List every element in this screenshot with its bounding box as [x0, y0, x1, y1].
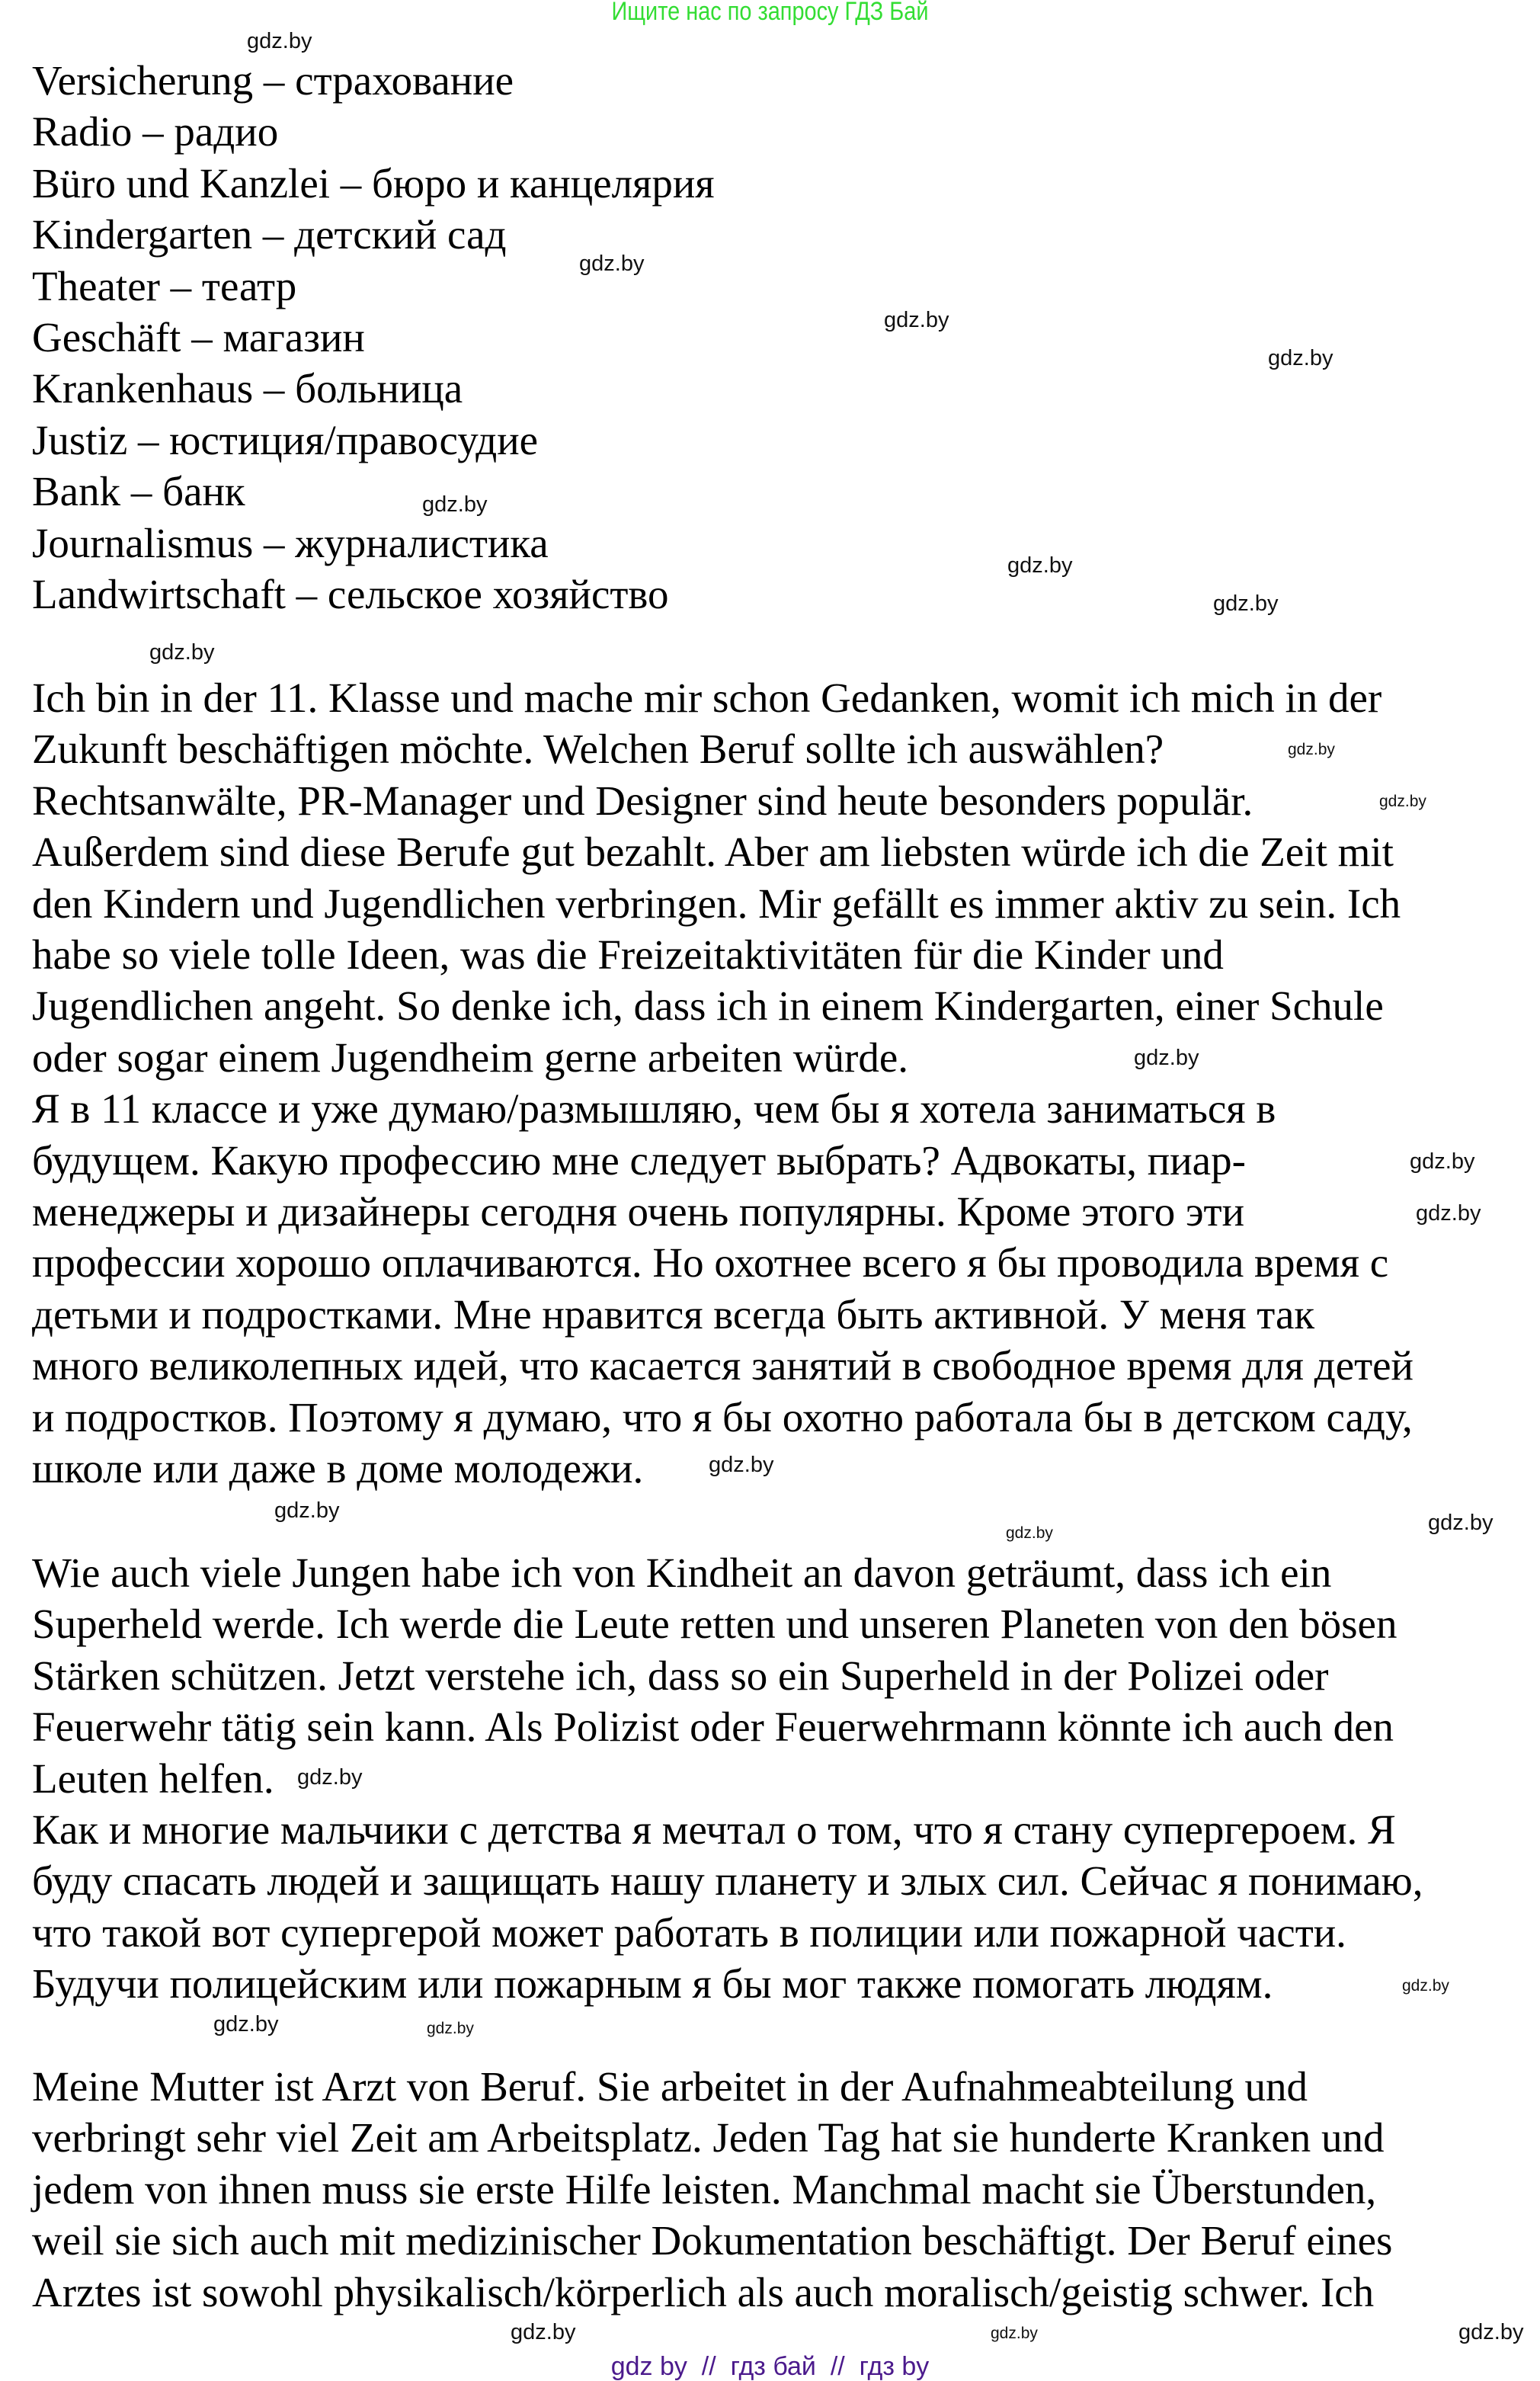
watermark: gdz.by	[991, 2325, 1038, 2342]
paragraph-line: Rechtsanwälte, PR-Manager und Designer sind heute besonders populär.	[32, 777, 1253, 824]
watermark: gdz.by	[1379, 793, 1426, 810]
paragraph-line: Wie auch viele Jungen habe ich von Kindheit an davon geträumt, dass ich ein	[32, 1549, 1332, 1596]
watermark: gdz.by	[422, 492, 488, 517]
watermark: gdz.by	[1428, 1511, 1494, 1535]
paragraph-line: Feuerwehr tätig sein kann. Als Polizist oder Feuerwehrmann könnte ich auch den	[32, 1703, 1394, 1750]
footer-links[interactable]: gdz by // гдз бай // гдз by	[610, 2352, 930, 2381]
paragraph-line: Будучи полицейским или пожарным я бы мог также помогать людям.	[32, 1960, 1273, 2007]
vocabulary-item: Landwirtschaft – сельское хозяйство	[32, 571, 669, 617]
paragraph-line: den Kindern und Jugendlichen verbringen. Mir gefällt es immer aktiv zu sein. Ich	[32, 880, 1401, 927]
paragraph-line: Leuten helfen.	[32, 1755, 274, 1802]
paragraph-line: Как и многие мальчики с детства я мечтал о том, что я стану супергероем. Я	[32, 1806, 1396, 1853]
paragraph-line: детьми и подростками. Мне нравится всегда быть активной. У меня так	[32, 1291, 1315, 1338]
vocabulary-item: Justiz – юстиция/правосудие	[32, 417, 539, 463]
search-banner: Ищите нас по запросу ГДЗ Бай	[611, 0, 929, 26]
vocabulary-item: Bank – банк	[32, 468, 245, 514]
paragraph-line: weil sie sich auch mit medizinischer Dokumentation beschäftigt. Der Beruf eines	[32, 2217, 1393, 2264]
watermark: gdz.by	[213, 2012, 279, 2037]
paragraph-line: Zukunft beschäftigen möchte. Welchen Beruf sollte ich auswählen?	[32, 726, 1164, 772]
paragraph-line: Superheld werde. Ich werde die Leute retten und unseren Planeten von den bösen	[32, 1601, 1398, 1647]
paragraph-line: Arztes ist sowohl physikalisch/körperlich als auch moralisch/geistig schwer. Ich	[32, 2269, 1375, 2315]
paragraph-line: и подростков. Поэтому я думаю, что я бы охотно работала бы в детском саду,	[32, 1394, 1413, 1440]
paragraph-line: Meine Mutter ist Arzt von Beruf. Sie arbeitet in der Aufnahmeabteilung und	[32, 2063, 1308, 2110]
paragraph-line: habe so viele tolle Ideen, was die Freizeitaktivitäten für die Kinder und	[32, 931, 1224, 978]
paragraph-line: verbringt sehr viel Zeit am Arbeitsplatz. Jeden Tag hat sie hunderte Kranken und	[32, 2114, 1385, 2161]
paragraph-line: jedem von ihnen muss sie erste Hilfe leisten. Manchmal macht sie Überstunden,	[32, 2166, 1377, 2213]
paragraph-line: Außerdem sind diese Berufe gut bezahlt. Aber am liebsten würde ich die Zeit mit	[32, 828, 1394, 875]
watermark: gdz.by	[884, 308, 949, 332]
vocabulary-item: Radio – радио	[32, 108, 279, 155]
watermark: gdz.by	[247, 29, 312, 53]
paragraph-line: менеджеры и дизайнеры сегодня очень популярны. Кроме этого эти	[32, 1188, 1245, 1235]
watermark: gdz.by	[511, 2320, 576, 2344]
paragraph-line: много великолепных идей, что касается занятий в свободное время для детей	[32, 1342, 1414, 1389]
watermark: gdz.by	[1416, 1201, 1481, 1226]
vocabulary-item: Büro und Kanzlei – бюро и канцелярия	[32, 160, 715, 207]
vocabulary-item: Geschäft – магазин	[32, 314, 365, 361]
paragraph-line: Jugendlichen angeht. So denke ich, dass ich in einem Kindergarten, einer Schule	[32, 982, 1384, 1029]
paragraph-line: профессии хорошо оплачиваются. Но охотнее всего я бы проводила время с	[32, 1239, 1389, 1286]
paragraph-line: Ich bin in der 11. Klasse und mache mir schon Gedanken, womit ich mich in der	[32, 675, 1382, 721]
paragraph-line: oder sogar einem Jugendheim gerne arbeiten würde.	[32, 1034, 908, 1081]
watermark: gdz.by	[709, 1453, 774, 1477]
watermark: gdz.by	[1402, 1977, 1449, 1995]
watermark: gdz.by	[1268, 346, 1333, 370]
watermark: gdz.by	[427, 2020, 474, 2037]
watermark: gdz.by	[274, 1498, 340, 1523]
vocabulary-item: Journalismus – журналистика	[32, 520, 549, 566]
watermark: gdz.by	[149, 640, 215, 665]
vocabulary-item: Krankenhaus – больница	[32, 365, 463, 412]
watermark: gdz.by	[1213, 591, 1279, 616]
watermark: gdz.by	[297, 1765, 363, 1790]
paragraph-line: будущем. Какую профессию мне следует выбрать? Адвокаты, пиар-	[32, 1137, 1246, 1184]
paragraph-line: школе или даже в доме молодежи.	[32, 1445, 644, 1492]
vocabulary-item: Versicherung – страхование	[32, 57, 514, 104]
watermark: gdz.by	[579, 252, 645, 276]
watermark: gdz.by	[1458, 2320, 1524, 2344]
watermark: gdz.by	[1134, 1046, 1199, 1070]
paragraph-line: Stärken schützen. Jetzt verstehe ich, dass so ein Superheld in der Polizei oder	[32, 1652, 1329, 1699]
paragraph-line: что такой вот супергерой может работать в полиции или пожарной части.	[32, 1909, 1346, 1956]
vocabulary-item: Theater – театр	[32, 263, 297, 309]
watermark: gdz.by	[1006, 1524, 1053, 1542]
watermark: gdz.by	[1288, 741, 1335, 758]
watermark: gdz.by	[1410, 1149, 1475, 1174]
watermark: gdz.by	[1007, 553, 1073, 578]
paragraph-line: Я в 11 классе и уже думаю/размышляю, чем бы я хотела заниматься в	[32, 1085, 1276, 1132]
paragraph-line: буду спасать людей и защищать нашу планету и злых сил. Сейчас я понимаю,	[32, 1857, 1423, 1904]
vocabulary-item: Kindergarten – детский сад	[32, 211, 507, 258]
